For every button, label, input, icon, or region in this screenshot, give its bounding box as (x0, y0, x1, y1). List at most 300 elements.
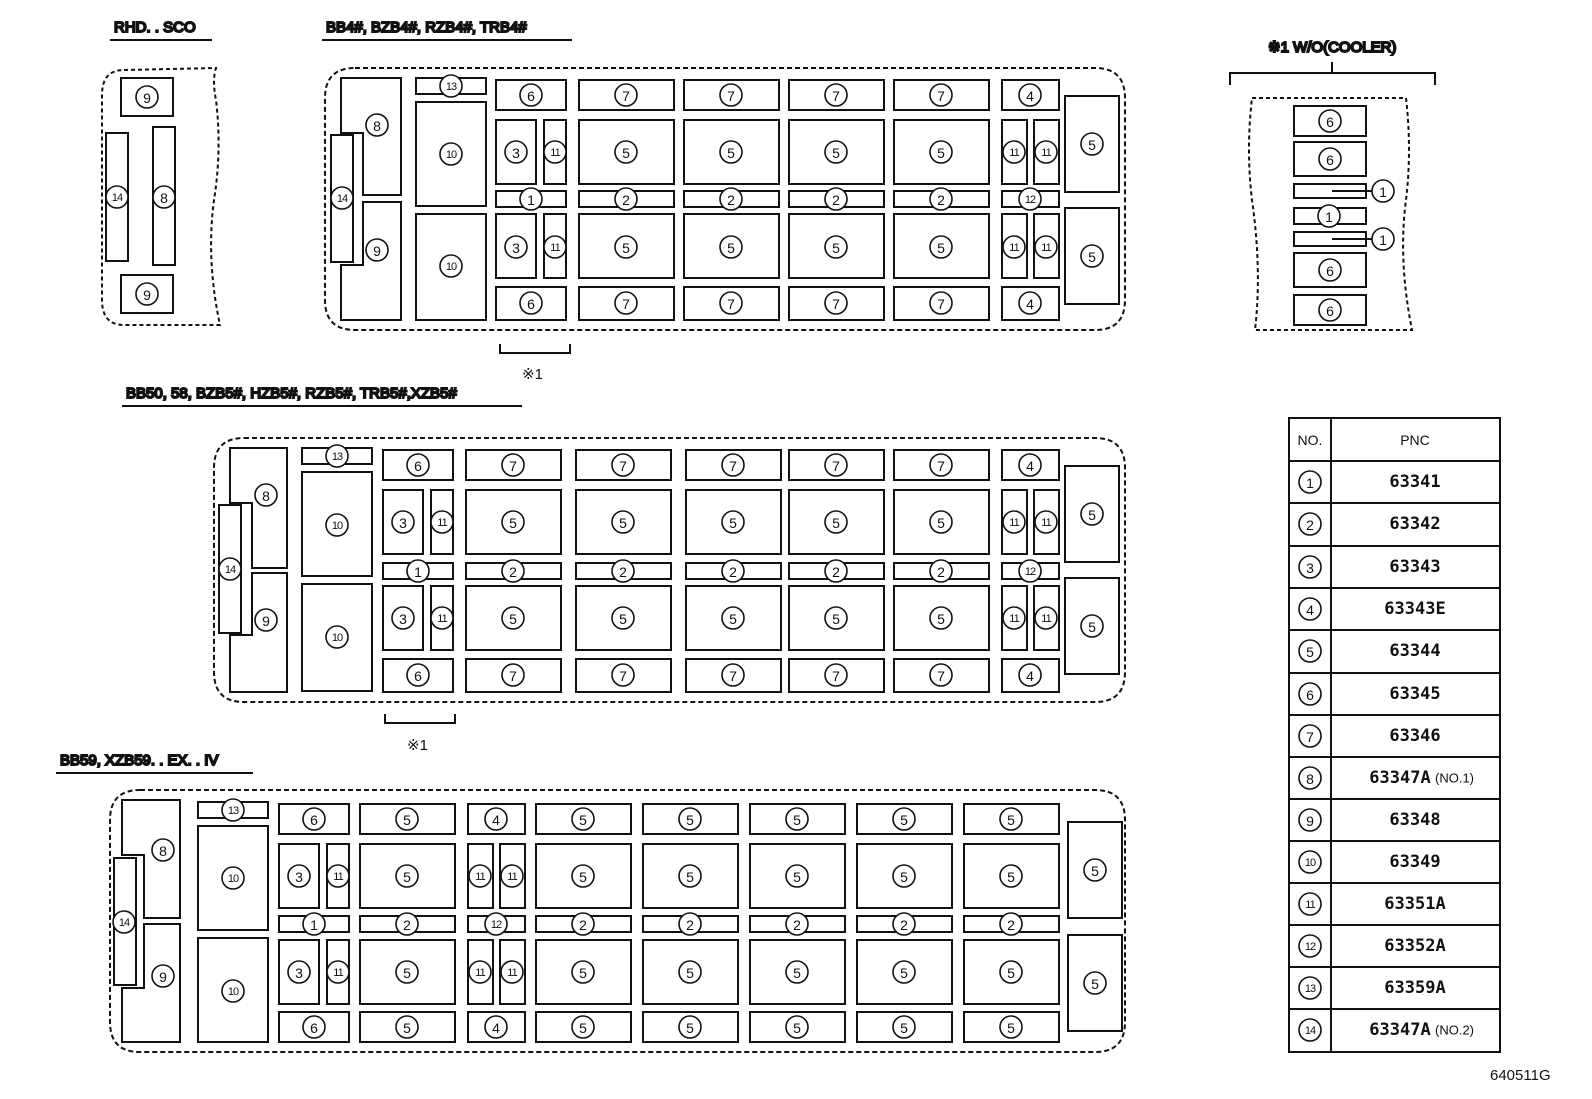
svg-text:8: 8 (262, 488, 270, 504)
svg-text:6: 6 (1326, 114, 1334, 130)
part-callout-2 (612, 560, 634, 582)
part-callout-5 (615, 141, 637, 163)
svg-text:12: 12 (1024, 194, 1036, 206)
part-callout-5 (572, 1016, 594, 1038)
part-callout-3 (288, 865, 310, 887)
table-row-pnc: 63347A (1369, 1020, 1431, 1040)
part-callout-6 (520, 84, 542, 106)
svg-text:11: 11 (437, 613, 447, 625)
part-callout-5 (1081, 133, 1103, 155)
svg-text:7: 7 (1306, 729, 1314, 745)
svg-text:5: 5 (622, 240, 630, 256)
part-callout-13 (222, 799, 244, 821)
part-callout-5 (679, 1016, 701, 1038)
svg-text:11: 11 (507, 871, 517, 883)
table-header-no: NO. (1297, 432, 1323, 448)
part-callout-11 (544, 141, 566, 163)
part-callout-4 (1019, 84, 1041, 106)
part-callout-5 (396, 808, 418, 830)
svg-text:2: 2 (900, 917, 908, 933)
svg-text:5: 5 (793, 812, 801, 828)
part-callout-5 (1081, 245, 1103, 267)
svg-text:8: 8 (160, 190, 168, 206)
part-callout-5 (893, 961, 915, 983)
svg-text:5: 5 (729, 611, 737, 627)
table-row-pnc: 63347A (1369, 768, 1431, 788)
part-callout-11 (1035, 236, 1057, 258)
title-bb4: BB4#, BZB4#, RZB4#, TRB4# (326, 19, 527, 36)
part-callout-11 (1035, 607, 1057, 629)
svg-text:13: 13 (1304, 983, 1316, 995)
table-row-pnc: 63345 (1389, 684, 1441, 704)
part-callout-11 (327, 961, 349, 983)
table-row-pnc: 63342 (1389, 514, 1441, 534)
svg-text:2: 2 (729, 564, 737, 580)
part-callout-5 (786, 808, 808, 830)
part-callout-1 (1372, 180, 1394, 202)
svg-text:9: 9 (159, 969, 167, 985)
table-row-pnc: 63348 (1389, 810, 1441, 830)
table-row-pnc: 63349 (1389, 852, 1441, 872)
svg-text:6: 6 (414, 668, 422, 684)
part-callout-11 (1003, 236, 1025, 258)
title-bb59: BB59, XZB59. . EX. . IV (60, 752, 219, 769)
part-callout-1 (407, 560, 429, 582)
svg-text:13: 13 (445, 81, 457, 93)
part-callout-2 (679, 913, 701, 935)
svg-text:9: 9 (1306, 813, 1314, 829)
part-callout-8 (255, 484, 277, 506)
svg-text:5: 5 (1088, 249, 1096, 265)
part-callout-5 (1081, 615, 1103, 637)
part-callout-8 (153, 186, 175, 208)
svg-text:1: 1 (1325, 209, 1333, 225)
svg-text:6: 6 (527, 296, 535, 312)
svg-text:7: 7 (832, 668, 840, 684)
part-callout-5 (572, 961, 594, 983)
part-callout-11 (1003, 607, 1025, 629)
svg-text:9: 9 (143, 90, 151, 106)
part-callout-2 (722, 560, 744, 582)
svg-text:11: 11 (1041, 242, 1051, 254)
part-callout-5 (1084, 859, 1106, 881)
part-callout-5 (502, 607, 524, 629)
svg-text:1: 1 (1306, 475, 1314, 491)
svg-text:5: 5 (900, 812, 908, 828)
svg-text:5: 5 (686, 965, 694, 981)
svg-text:4: 4 (1306, 602, 1314, 618)
title-cooler: ※1 W/O(COOLER) (1268, 39, 1397, 56)
part-callout-11 (431, 607, 453, 629)
svg-text:14: 14 (336, 193, 348, 205)
part-callout-5 (720, 141, 742, 163)
svg-text:4: 4 (1026, 668, 1034, 684)
svg-text:6: 6 (310, 1020, 318, 1036)
part-callout-5 (396, 865, 418, 887)
part-callout-12 (1019, 560, 1041, 582)
part-callout-5 (893, 1016, 915, 1038)
part-callout-9 (152, 965, 174, 987)
part-callout-1 (520, 188, 542, 210)
table-row-number (1299, 556, 1321, 578)
table-row-pnc: 63343E (1384, 599, 1446, 619)
svg-text:5: 5 (686, 1020, 694, 1036)
part-callout-5 (612, 511, 634, 533)
svg-text:2: 2 (937, 564, 945, 580)
part-callout-4 (1019, 292, 1041, 314)
part-callout-2 (893, 913, 915, 935)
svg-text:3: 3 (512, 240, 520, 256)
svg-text:1: 1 (1379, 184, 1387, 200)
svg-text:5: 5 (937, 515, 945, 531)
svg-text:7: 7 (832, 458, 840, 474)
svg-text:2: 2 (579, 917, 587, 933)
part-callout-7 (825, 84, 847, 106)
table-row-pnc: 63351A (1384, 894, 1446, 914)
part-callout-7 (720, 292, 742, 314)
svg-text:3: 3 (1306, 560, 1314, 576)
diagram-bb59 (110, 790, 1125, 1052)
svg-text:6: 6 (414, 458, 422, 474)
svg-text:11: 11 (507, 967, 517, 979)
svg-text:2: 2 (403, 917, 411, 933)
part-callout-5 (930, 511, 952, 533)
part-callout-12 (1019, 188, 1041, 210)
table-row-number (1299, 1019, 1321, 1041)
part-callout-5 (396, 1016, 418, 1038)
part-callout-7 (720, 84, 742, 106)
part-callout-11 (1003, 141, 1025, 163)
part-callout-8 (366, 114, 388, 136)
table-row-number (1299, 977, 1321, 999)
svg-text:5: 5 (622, 145, 630, 161)
table-row-number (1299, 767, 1321, 789)
svg-text:9: 9 (143, 287, 151, 303)
part-callout-5 (612, 607, 634, 629)
part-callout-9 (366, 239, 388, 261)
part-callout-10 (326, 514, 348, 536)
part-callout-7 (930, 664, 952, 686)
part-callout-9 (136, 283, 158, 305)
table-row-pnc: 63341 (1389, 472, 1441, 492)
svg-text:8: 8 (1306, 771, 1314, 787)
part-callout-2 (930, 188, 952, 210)
svg-text:2: 2 (1306, 517, 1314, 533)
part-callout-5 (1000, 1016, 1022, 1038)
svg-text:5: 5 (619, 611, 627, 627)
part-callout-10 (326, 626, 348, 648)
part-callout-10 (440, 255, 462, 277)
svg-text:5: 5 (1091, 863, 1099, 879)
svg-text:2: 2 (727, 192, 735, 208)
table-row-suffix: (NO.1) (1435, 770, 1474, 786)
part-callout-2 (572, 913, 594, 935)
svg-text:5: 5 (793, 1020, 801, 1036)
svg-text:5: 5 (1007, 965, 1015, 981)
table-row-pnc: 63344 (1389, 641, 1441, 661)
svg-text:11: 11 (550, 242, 560, 254)
part-callout-5 (722, 607, 744, 629)
part-callout-7 (930, 292, 952, 314)
svg-text:9: 9 (262, 613, 270, 629)
part-callout-5 (930, 141, 952, 163)
svg-text:14: 14 (118, 917, 130, 929)
part-callout-13 (326, 445, 348, 467)
svg-text:5: 5 (579, 869, 587, 885)
part-callout-1 (1318, 205, 1340, 227)
svg-text:10: 10 (331, 632, 343, 644)
svg-text:5: 5 (1007, 812, 1015, 828)
part-callout-6 (303, 1016, 325, 1038)
table-row-suffix: (NO.2) (1435, 1022, 1474, 1038)
svg-text:5: 5 (1007, 869, 1015, 885)
part-callout-14 (331, 187, 353, 209)
svg-text:14: 14 (1304, 1025, 1316, 1037)
svg-text:7: 7 (937, 88, 945, 104)
part-callout-4 (485, 808, 507, 830)
part-callout-5 (825, 141, 847, 163)
part-callout-5 (893, 865, 915, 887)
part-callout-6 (1319, 148, 1341, 170)
svg-text:5: 5 (937, 611, 945, 627)
svg-text:3: 3 (399, 515, 407, 531)
part-callout-4 (1019, 664, 1041, 686)
table-row-number (1299, 640, 1321, 662)
svg-text:5: 5 (403, 1020, 411, 1036)
svg-text:10: 10 (445, 261, 457, 273)
table-row-number (1299, 683, 1321, 705)
svg-text:14: 14 (111, 192, 123, 204)
svg-text:7: 7 (619, 458, 627, 474)
part-callout-6 (520, 292, 542, 314)
svg-text:2: 2 (686, 917, 694, 933)
part-callout-2 (396, 913, 418, 935)
part-callout-11 (469, 865, 491, 887)
svg-text:7: 7 (727, 88, 735, 104)
svg-text:6: 6 (527, 88, 535, 104)
svg-text:5: 5 (832, 240, 840, 256)
part-callout-6 (1319, 110, 1341, 132)
part-callout-5 (722, 511, 744, 533)
part-callout-5 (615, 236, 637, 258)
svg-text:12: 12 (1304, 941, 1316, 953)
svg-text:11: 11 (437, 517, 447, 529)
svg-text:1: 1 (310, 917, 318, 933)
part-callout-7 (930, 84, 952, 106)
svg-text:11: 11 (1305, 899, 1315, 911)
part-callout-2 (786, 913, 808, 935)
part-callout-5 (396, 961, 418, 983)
part-callout-5 (502, 511, 524, 533)
part-callout-5 (786, 961, 808, 983)
part-callout-2 (825, 188, 847, 210)
svg-text:7: 7 (622, 88, 630, 104)
part-callout-3 (392, 607, 414, 629)
svg-text:7: 7 (729, 668, 737, 684)
svg-text:11: 11 (1041, 613, 1051, 625)
part-callout-1 (303, 913, 325, 935)
part-callout-6 (303, 808, 325, 830)
svg-text:5: 5 (579, 965, 587, 981)
svg-text:5: 5 (1091, 976, 1099, 992)
svg-text:5: 5 (937, 240, 945, 256)
svg-text:6: 6 (310, 812, 318, 828)
part-callout-7 (615, 292, 637, 314)
part-callout-10 (440, 143, 462, 165)
title-rhd: RHD. . SCO (114, 19, 196, 36)
diagram-cooler-detail (1230, 62, 1435, 330)
svg-text:11: 11 (550, 147, 560, 159)
svg-text:11: 11 (333, 967, 343, 979)
svg-text:5: 5 (900, 1020, 908, 1036)
svg-text:7: 7 (727, 296, 735, 312)
svg-text:4: 4 (492, 1020, 500, 1036)
svg-text:11: 11 (1009, 613, 1019, 625)
svg-text:5: 5 (619, 515, 627, 531)
svg-text:5: 5 (686, 869, 694, 885)
table-row-number (1299, 471, 1321, 493)
svg-text:1: 1 (1379, 232, 1387, 248)
part-callout-5 (1081, 503, 1103, 525)
svg-text:2: 2 (793, 917, 801, 933)
part-callout-7 (825, 454, 847, 476)
svg-text:5: 5 (403, 869, 411, 885)
svg-text:2: 2 (509, 564, 517, 580)
part-callout-11 (1035, 141, 1057, 163)
svg-text:5: 5 (793, 965, 801, 981)
svg-text:5: 5 (403, 812, 411, 828)
svg-text:11: 11 (333, 871, 343, 883)
svg-text:2: 2 (619, 564, 627, 580)
part-callout-5 (825, 511, 847, 533)
part-callout-5 (679, 961, 701, 983)
part-callout-4 (485, 1016, 507, 1038)
part-callout-5 (786, 865, 808, 887)
svg-text:10: 10 (331, 520, 343, 532)
part-callout-7 (722, 664, 744, 686)
svg-text:11: 11 (1041, 147, 1051, 159)
svg-text:11: 11 (1041, 517, 1051, 529)
svg-text:7: 7 (832, 296, 840, 312)
part-callout-2 (720, 188, 742, 210)
table-row-number (1299, 513, 1321, 535)
part-callout-7 (930, 454, 952, 476)
svg-text:5: 5 (727, 240, 735, 256)
part-callout-5 (572, 865, 594, 887)
part-callout-6 (407, 454, 429, 476)
part-callout-1 (1372, 228, 1394, 250)
part-callout-3 (505, 236, 527, 258)
part-callout-7 (825, 664, 847, 686)
part-callout-2 (502, 560, 524, 582)
svg-text:3: 3 (399, 611, 407, 627)
part-callout-5 (679, 808, 701, 830)
svg-text:5: 5 (579, 812, 587, 828)
svg-text:4: 4 (492, 812, 500, 828)
svg-text:2: 2 (937, 192, 945, 208)
svg-text:5: 5 (1088, 137, 1096, 153)
svg-text:2: 2 (832, 192, 840, 208)
svg-text:6: 6 (1326, 303, 1334, 319)
part-callout-8 (152, 839, 174, 861)
part-callout-7 (612, 454, 634, 476)
svg-text:1: 1 (414, 564, 422, 580)
part-callout-6 (1319, 259, 1341, 281)
svg-text:7: 7 (509, 668, 517, 684)
svg-text:4: 4 (1026, 296, 1034, 312)
part-callout-2 (825, 560, 847, 582)
part-callout-14 (219, 558, 241, 580)
part-callout-12 (485, 913, 507, 935)
svg-text:7: 7 (937, 668, 945, 684)
part-callout-5 (679, 865, 701, 887)
part-callout-11 (1003, 511, 1025, 533)
svg-text:10: 10 (227, 986, 239, 998)
part-callout-9 (255, 609, 277, 631)
svg-text:1: 1 (527, 192, 535, 208)
part-callout-6 (1319, 299, 1341, 321)
table-row-number (1299, 598, 1321, 620)
table-row-number (1299, 893, 1321, 915)
svg-text:7: 7 (509, 458, 517, 474)
svg-text:7: 7 (937, 458, 945, 474)
svg-text:13: 13 (227, 805, 239, 817)
svg-text:11: 11 (1009, 242, 1019, 254)
svg-text:5: 5 (900, 869, 908, 885)
svg-text:2: 2 (832, 564, 840, 580)
svg-text:3: 3 (295, 869, 303, 885)
table-header-pnc: PNC (1400, 432, 1430, 448)
part-callout-14 (113, 911, 135, 933)
svg-text:3: 3 (295, 965, 303, 981)
svg-text:5: 5 (509, 611, 517, 627)
part-callout-5 (1000, 961, 1022, 983)
svg-text:5: 5 (793, 869, 801, 885)
part-callout-7 (825, 292, 847, 314)
svg-text:5: 5 (729, 515, 737, 531)
part-callout-10 (222, 980, 244, 1002)
part-callout-11 (1035, 511, 1057, 533)
part-callout-11 (501, 865, 523, 887)
svg-text:7: 7 (937, 296, 945, 312)
svg-text:8: 8 (159, 843, 167, 859)
table-row-pnc: 63343 (1389, 557, 1441, 577)
part-callout-13 (440, 75, 462, 97)
svg-text:4: 4 (1026, 458, 1034, 474)
part-callout-5 (825, 607, 847, 629)
part-callout-5 (1000, 865, 1022, 887)
table-row-number (1299, 809, 1321, 831)
svg-text:11: 11 (1009, 147, 1019, 159)
part-callout-9 (136, 86, 158, 108)
svg-text:10: 10 (445, 149, 457, 161)
diagram-code: 640511G (1490, 1067, 1551, 1084)
table-row-number (1299, 851, 1321, 873)
svg-text:5: 5 (1088, 507, 1096, 523)
svg-text:7: 7 (619, 668, 627, 684)
part-callout-11 (469, 961, 491, 983)
svg-text:5: 5 (1088, 619, 1096, 635)
part-callout-7 (612, 664, 634, 686)
svg-text:5: 5 (509, 515, 517, 531)
part-callout-5 (1084, 972, 1106, 994)
svg-text:5: 5 (686, 812, 694, 828)
svg-text:3: 3 (512, 145, 520, 161)
part-callout-5 (930, 236, 952, 258)
part-callout-3 (288, 961, 310, 983)
svg-text:6: 6 (1326, 152, 1334, 168)
svg-text:6: 6 (1306, 687, 1314, 703)
